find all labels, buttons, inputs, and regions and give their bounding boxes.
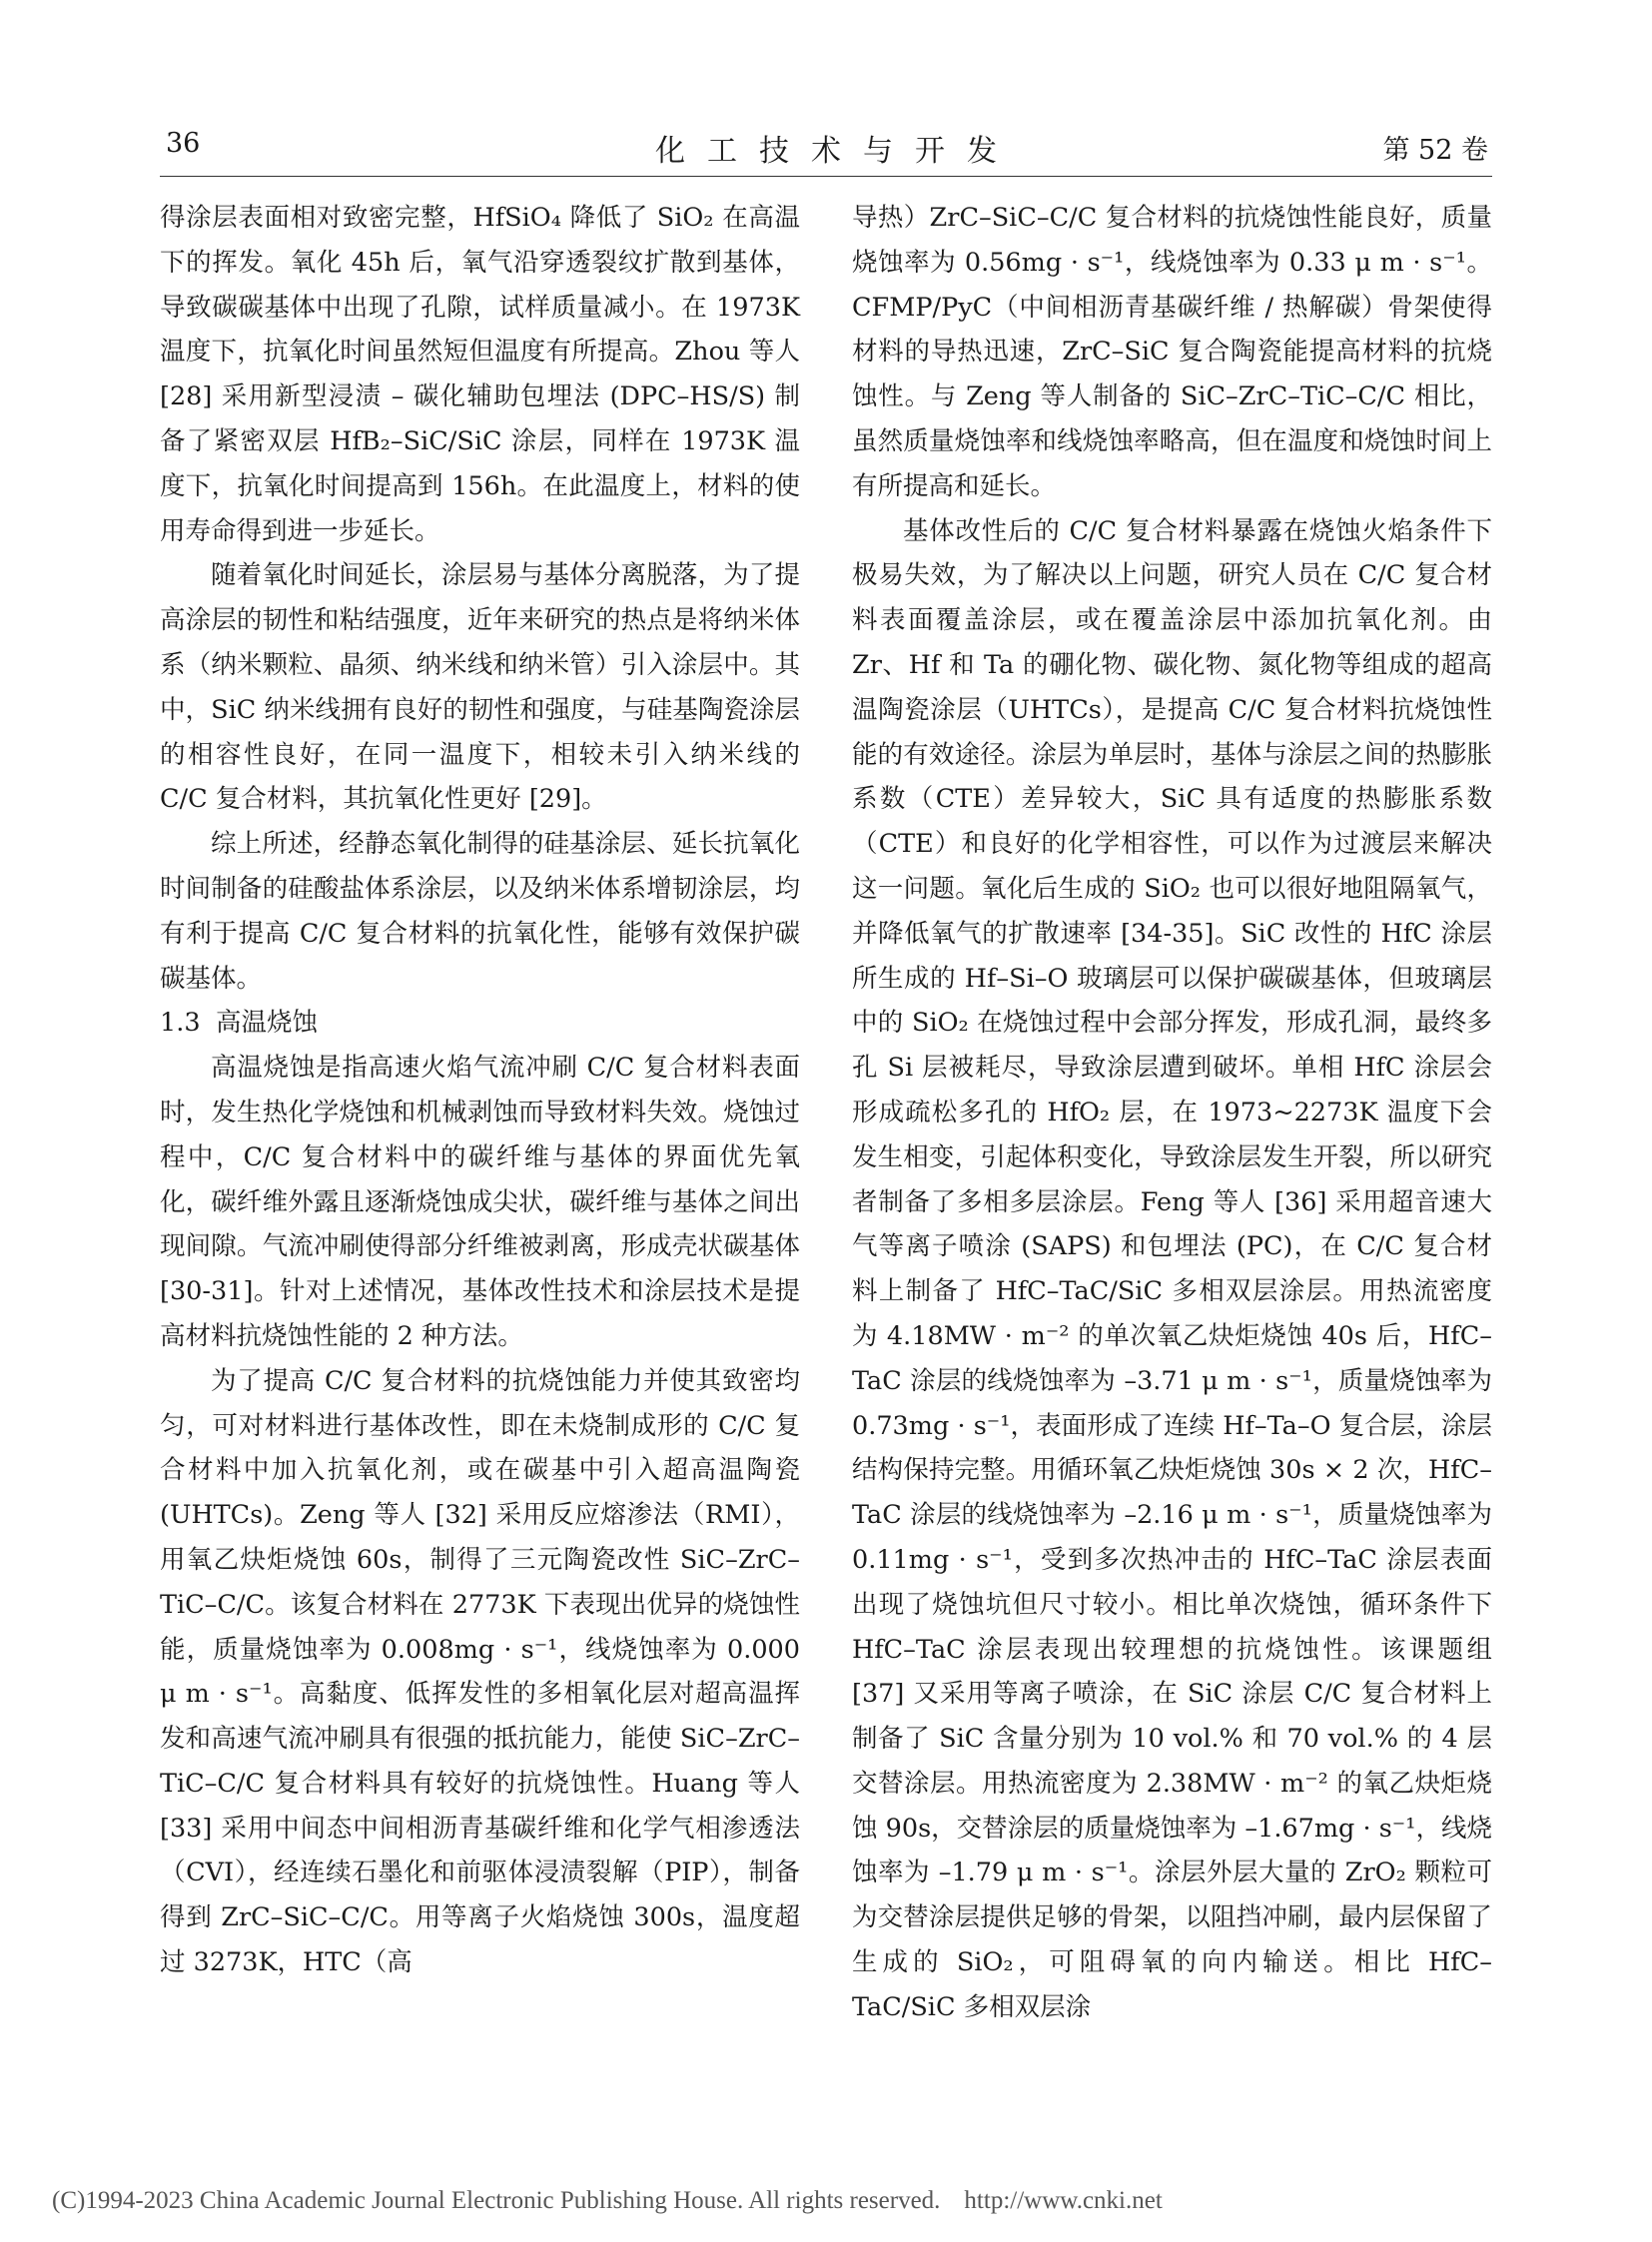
- paragraph: 随着氧化时间延长，涂层易与基体分离脱落，为了提高涂层的韧性和粘结强度，近年来研究的热点是将纳米体系（纳米颗粒、晶须、纳米线和纳米管）引入涂层中。其中，SiC 纳米线拥有良好的韧性和强度，与硅基陶瓷涂层的相容性良好，在同一温度下，相较未引入纳米线的 C/C 复合材料，其抗氧化性更好 [29]。: [160, 560, 800, 815]
- right-column: [852, 196, 1492, 2030]
- running-header: [160, 128, 1492, 168]
- header-rule: [160, 176, 1492, 177]
- paragraph: 综上所述，经静态氧化制得的硅基涂层、延长抗氧化时间制备的硅酸盐体系涂层，以及纳米体系增韧涂层，均有利于提高 C/C 复合材料的抗氧化性，能够有效保护碳碳基体。: [160, 829, 800, 994]
- footer-url: http://www.cnki.net: [964, 2187, 1163, 2214]
- section-title: 高温烧蚀: [216, 1008, 319, 1039]
- journal-title: 化工技术与开发: [655, 134, 1019, 169]
- paragraph: 基体改性后的 C/C 复合材料暴露在烧蚀火焰条件下极易失效，为了解决以上问题，研究人员在 C/C 复合材料表面覆盖涂层，或在覆盖涂层中添加抗氧化剂。由 Zr、Hf 和 Ta 的硼化物、碳化物、氮化物等组成的超高温陶瓷涂层（UHTCs），是提高 C/C 复合材料抗烧蚀性能的有效途径。涂层为单层时，基体与涂层之间的热膨胀系数（CTE）差异较大，SiC 具有适度的热膨胀系数（CTE）和良好的化学相容性，可以作为过渡层来解决这一问题。氧化后生成的 SiO₂ 也可以很好地阻隔氧气，并降低氧气的扩散速率 [34-35]。SiC 改性的 HfC 涂层所生成的 Hf–Si–O 玻璃层可以保护碳碳基体，但玻璃层中的 SiO₂ 在烧蚀过程中会部分挥发，形成孔洞，最终多孔 Si 层被耗尽，导致涂层遭到破坏。单相 HfC 涂层会形成疏松多孔的 HfO₂ 层，在 1973~2273K 温度下会发生相变，引起体积变化，导致涂层发生开裂，所以研究者制备了多相多层涂层。Feng 等人 [36] 采用超音速大气等离子喷涂 (SAPS) 和包埋法 (PC)，在 C/C 复合材料上制备了 HfC–TaC/SiC 多相双层涂层。用热流密度为 4.18MW · m⁻² 的单次氧乙炔炬烧蚀 40s 后，HfC–TaC 涂层的线烧蚀率为 –3.71 μ m · s⁻¹，质量烧蚀率为 0.73mg · s⁻¹，表面形成了连续 Hf–Ta–O 复合层，涂层结构保持完整。用循环氧乙炔炬烧蚀 30s × 2 次，HfC–TaC 涂层的线烧蚀率为 –2.16 μ m · s⁻¹，质量烧蚀率为 0.11mg · s⁻¹，受到多次热冲击的 HfC–TaC 涂层表面出现了烧蚀坑但尺寸较小。相比单次烧蚀，循环条件下 HfC–TaC 涂层表现出较理想的抗烧蚀性。该课题组 [37] 又采用等离子喷涂，在 SiC 涂层 C/C 复合材料上制备了 SiC 含量分别为 10 vol.% 和 70 vol.% 的 4 层交替涂层。用热流密度为 2.38MW · m⁻² 的氧乙炔炬烧蚀 90s，交替涂层的质量烧蚀率为 –1.67mg · s⁻¹，线烧蚀率为 –1.79 μ m · s⁻¹。涂层外层大量的 ZrO₂ 颗粒可为交替涂层提供足够的骨架，以阻挡冲刷，最内层保留了生成的 SiO₂，可阻碍氧的向内输送。相比 HfC–TaC/SiC 多相双层涂: [852, 515, 1492, 2022]
- copyright-text: (C)1994-2023 China Academic Journal Electronic Publishing House. All rights reserved.: [52, 2187, 941, 2214]
- volume-label: 第 52 卷: [1382, 135, 1488, 166]
- left-column: [160, 196, 800, 1985]
- paragraph: 导热）ZrC–SiC–C/C 复合材料的抗烧蚀性能良好，质量烧蚀率为 0.56mg · s⁻¹，线烧蚀率为 0.33 μ m · s⁻¹。CFMP/PyC（中间相沥青基碳纤维 / 热解碳）骨架使得材料的导热迅速，ZrC–SiC 复合陶瓷能提高材料的抗烧蚀性。与 Zeng 等人制备的 SiC–ZrC–TiC–C/C 相比，虽然质量烧蚀率和线烧蚀率略高，但在温度和烧蚀时间上有所提高和延长。: [852, 203, 1492, 501]
- page-number: 36: [166, 128, 201, 159]
- paragraph: 得涂层表面相对致密完整，HfSiO₄ 降低了 SiO₂ 在高温下的挥发。氧化 45h 后，氧气沿穿透裂纹扩散到基体，导致碳碳基体中出现了孔隙，试样质量减小。在 1973K 温度下，抗氧化时间虽然短但温度有所提高。Zhou 等人 [28] 采用新型浸渍 – 碳化辅助包埋法 (DPC–HS/S) 制备了紧密双层 HfB₂–SiC/SiC 涂层，同样在 1973K 温度下，抗氧化时间提高到 156h。在此温度上，材料的使用寿命得到进一步延长。: [160, 203, 800, 546]
- section-heading: [160, 1001, 800, 1046]
- paragraph: 为了提高 C/C 复合材料的抗烧蚀能力并使其致密均匀，可对材料进行基体改性，即在未烧制成形的 C/C 复合材料中加入抗氧化剂，或在碳基中引入超高温陶瓷 (UHTCs)。Zeng 等人 [32] 采用反应熔渗法（RMI），用氧乙炔炬烧蚀 60s，制得了三元陶瓷改性 SiC–ZrC–TiC–C/C。该复合材料在 2773K 下表现出优异的烧蚀性能，质量烧蚀率为 0.008mg · s⁻¹，线烧蚀率为 0.000 μ m · s⁻¹。高黏度、低挥发性的多相氧化层对超高温挥发和高速气流冲刷具有很强的抵抗能力，能使 SiC–ZrC–TiC–C/C 复合材料具有较好的抗烧蚀性。Huang 等人 [33] 采用中间态中间相沥青基碳纤维和化学气相渗透法（CVI），经连续石墨化和前驱体浸渍裂解（PIP），制备得到 ZrC–SiC–C/C。用等离子火焰烧蚀 300s，温度超过 3273K，HTC（高: [160, 1365, 800, 1978]
- section-number: 1.3: [160, 1008, 201, 1039]
- copyright-footer: [52, 2187, 1163, 2215]
- paragraph: 高温烧蚀是指高速火焰气流冲刷 C/C 复合材料表面时，发生热化学烧蚀和机械剥蚀而导致材料失效。烧蚀过程中，C/C 复合材料中的碳纤维与基体的界面优先氧化，碳纤维外露且逐渐烧蚀成尖状，碳纤维与基体之间出现间隙。气流冲刷使得部分纤维被剥离，形成壳状碳基体 [30-31]。针对上述情况，基体改性技术和涂层技术是提高材料抗烧蚀性能的 2 种方法。: [160, 1053, 800, 1351]
